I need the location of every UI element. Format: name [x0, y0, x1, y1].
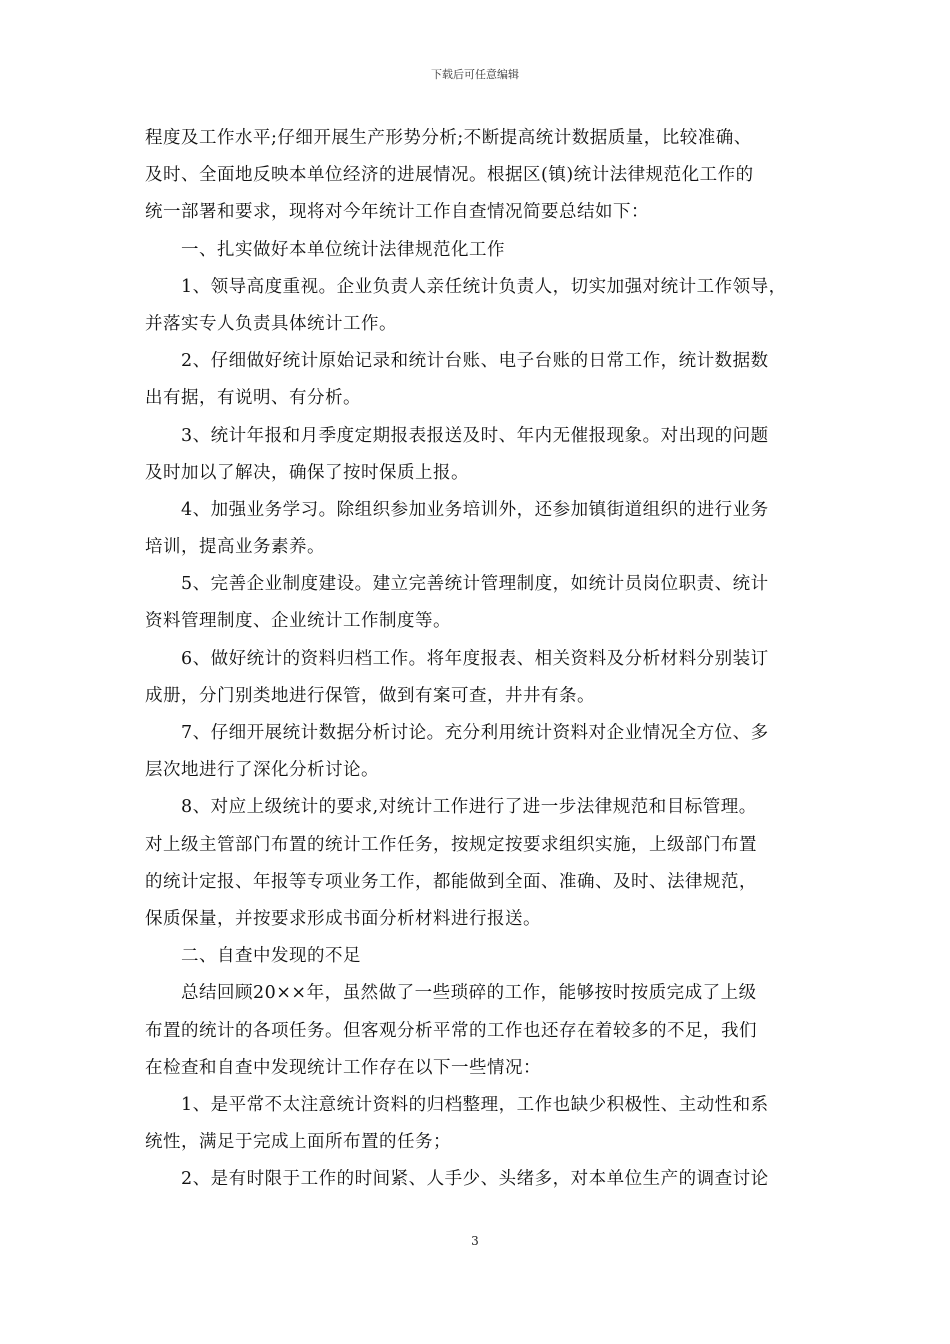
text-line: 统一部署和要求，现将对今年统计工作自查情况简要总结如下： [145, 202, 649, 223]
text-line: 5、完善企业制度建设。建立完善统计管理制度，如统计员岗位职责、统计 [181, 574, 769, 595]
text-line: 对上级主管部门布置的统计工作任务，按规定按要求组织实施，上级部门布置 [145, 834, 757, 855]
text-line: 的统计定报、年报等专项业务工作，都能做到全面、准确、及时、法律规范， [145, 871, 757, 892]
text-line: 保质保量，并按要求形成书面分析材料进行报送。 [145, 908, 541, 929]
text-line: 及时、全面地反映本单位经济的进展情况。根据区(镇)统计法律规范化工作的 [145, 165, 754, 186]
section-heading: 一、扎实做好本单位统计法律规范化工作 [181, 239, 505, 260]
text-line: 及时加以了解决，确保了按时保质上报。 [145, 462, 469, 483]
text-line: 出有据，有说明、有分析。 [145, 388, 361, 409]
text-line: 6、做好统计的资料归档工作。将年度报表、相关资料及分析材料分别装订 [181, 648, 769, 669]
section-heading: 二、自查中发现的不足 [181, 946, 361, 967]
text-line: 8、对应上级统计的要求,对统计工作进行了进一步法律规范和目标管理。 [181, 797, 757, 818]
text-line: 布置的统计的各项任务。但客观分析平常的工作也还存在着较多的不足，我们 [145, 1020, 757, 1041]
text-line: 总结回顾20××年，虽然做了一些琐碎的工作，能够按时按质完成了上级 [181, 983, 757, 1004]
text-line: 资料管理制度、企业统计工作制度等。 [145, 611, 451, 632]
text-line: 程度及工作水平;仔细开展生产形势分析;不断提高统计数据质量，比较准确、 [145, 128, 752, 148]
text-line: 并落实专人负责具体统计工作。 [145, 313, 397, 334]
text-line: 2、是有时限于工作的时间紧、人手少、头绪多，对本单位生产的调查讨论 [181, 1169, 769, 1190]
text-line: 层次地进行了深化分析讨论。 [145, 760, 379, 781]
text-line: 2、仔细做好统计原始记录和统计台账、电子台账的日常工作，统计数据数 [181, 351, 769, 372]
text-line: 在检查和自查中发现统计工作存在以下一些情况： [145, 1057, 541, 1078]
text-line: 4、加强业务学习。除组织参加业务培训外，还参加镇街道组织的进行业务 [181, 499, 769, 520]
text-line: 1、是平常不太注意统计资料的归档整理，工作也缺少积极性、主动性和系 [181, 1094, 769, 1115]
text-line: 培训，提高业务素养。 [145, 537, 325, 558]
text-line: 统性，满足于完成上面所布置的任务； [145, 1132, 451, 1153]
text-line: 7、仔细开展统计数据分析讨论。充分利用统计资料对企业情况全方位、多 [181, 723, 769, 743]
text-line: 3、统计年报和月季度定期报表报送及时、年内无催报现象。对出现的问题 [181, 425, 769, 446]
text-line: 成册，分门别类地进行保管，做到有案可查，井井有条。 [145, 685, 595, 706]
text-line: 1、领导高度重视。企业负责人亲任统计负责人，切实加强对统计工作领导， [181, 276, 787, 297]
page-header-note: 下载后可任意编辑 [431, 68, 519, 81]
page-number: 3 [471, 1234, 479, 1248]
document-body [145, 120, 810, 1198]
